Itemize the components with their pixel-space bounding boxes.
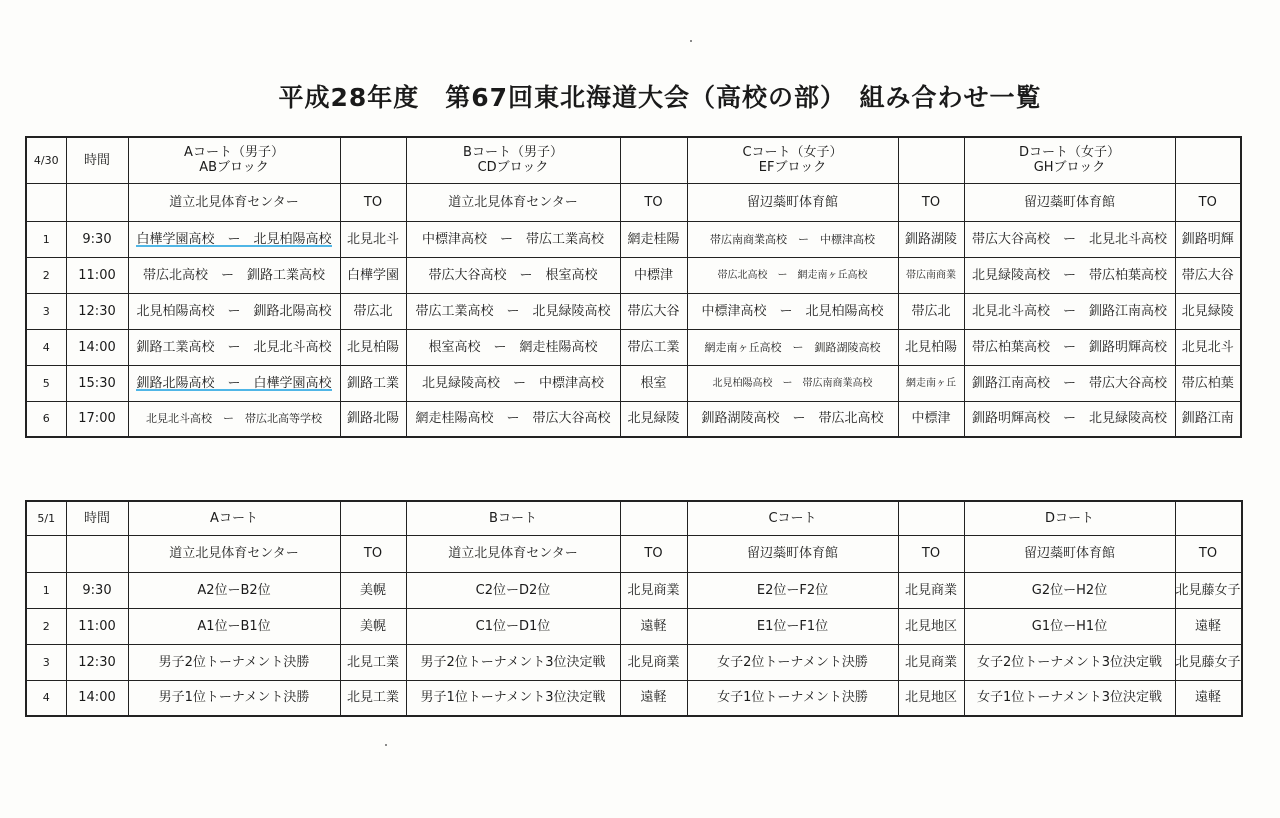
vs-dash: ー	[792, 411, 806, 427]
team-name: 北見柏陽高校	[136, 303, 215, 319]
to-cell: 遠軽	[620, 608, 687, 644]
time-cell: 14:00	[66, 680, 128, 716]
team-name: 帯広北高校	[142, 267, 208, 283]
matchup-cell	[128, 257, 340, 293]
matchup-cell	[687, 365, 898, 401]
to-cell: 北見商業	[898, 644, 964, 680]
to-cell: 帯広大谷	[1175, 257, 1241, 293]
team-name: 根室高校	[545, 267, 598, 283]
matchup	[415, 411, 610, 426]
to-cell: 北見商業	[620, 572, 687, 608]
team-name: 釧路湖陵高校	[814, 340, 881, 354]
time-cell: 11:00	[66, 608, 128, 644]
to-header: TO	[620, 183, 687, 221]
to-cell: 美幌	[340, 572, 406, 608]
to-header: TO	[1175, 183, 1241, 221]
schedule-table-day2	[25, 500, 1243, 717]
team-name: 中標津高校	[539, 375, 605, 391]
to-cell: 北見工業	[340, 644, 406, 680]
matchup	[136, 340, 331, 355]
time-header: 時間	[66, 137, 128, 183]
matchup-cell	[964, 401, 1175, 437]
to-cell: 根室	[620, 365, 687, 401]
vs-dash: ー	[1062, 411, 1076, 427]
matchup	[701, 304, 883, 319]
venue-cell: 道立北見体育センター	[128, 183, 340, 221]
to-cell: 帯広柏葉	[1175, 365, 1241, 401]
date-cell: 4/30	[26, 137, 66, 183]
scan-speck	[690, 40, 692, 42]
to-header-blank	[620, 137, 687, 183]
team-name: 中標津高校	[820, 232, 875, 246]
matchup	[136, 376, 331, 391]
matchup	[713, 378, 873, 389]
vs-dash: ー	[227, 231, 241, 247]
to-cell: 北見柏陽	[340, 329, 406, 365]
game-cell: 男子1位トーナメント決勝	[128, 680, 340, 716]
vs-dash: ー	[1062, 375, 1076, 391]
row-number: 4	[26, 329, 66, 365]
to-cell: 網走桂陽	[620, 221, 687, 257]
matchup-cell	[964, 221, 1175, 257]
to-cell: 北見北斗	[340, 221, 406, 257]
team-name: 帯広大谷高校	[971, 231, 1050, 247]
team-name: 帯広南商業高校	[802, 377, 873, 389]
game-cell: A2位ーB2位	[128, 572, 340, 608]
schedule-table-day1	[25, 136, 1242, 438]
team-name: 釧路工業高校	[247, 267, 326, 283]
to-cell: 中標津	[898, 401, 964, 437]
matchup-cell	[964, 329, 1175, 365]
to-header-blank	[340, 501, 406, 535]
team-name: 帯広南商業高校	[710, 232, 787, 246]
to-header: TO	[340, 535, 406, 572]
matchup-cell	[406, 257, 620, 293]
matchup-cell	[687, 293, 898, 329]
game-cell: 女子2位トーナメント3位決定戦	[964, 644, 1175, 680]
vs-dash: ー	[227, 339, 241, 355]
matchup	[415, 304, 610, 319]
vs-dash: ー	[782, 377, 793, 389]
team-name: 北見柏陽高校	[805, 303, 884, 319]
to-cell: 帯広北	[898, 293, 964, 329]
team-name: 帯広大谷高校	[428, 267, 507, 283]
to-cell: 遠軽	[620, 680, 687, 716]
vs-dash: ー	[506, 303, 520, 319]
matchup-cell	[687, 329, 898, 365]
matchup	[972, 411, 1167, 426]
to-header: TO	[898, 183, 964, 221]
team-name: 根室高校	[428, 339, 481, 355]
block-name: GHブロック	[1033, 160, 1106, 176]
to-header: TO	[1175, 535, 1242, 572]
team-name: 釧路北陽高校	[253, 303, 332, 319]
court-header	[406, 137, 620, 183]
row-number: 1	[26, 572, 66, 608]
team-name: 北見柏陽高校	[712, 377, 773, 389]
team-name: 帯広工業高校	[526, 231, 605, 247]
table-row	[26, 257, 1241, 293]
matchup	[718, 270, 868, 281]
to-cell: 北見北斗	[1175, 329, 1241, 365]
blank-cell	[66, 183, 128, 221]
to-cell: 美幌	[340, 608, 406, 644]
blank-cell	[26, 183, 66, 221]
team-name: 釧路北陽高校	[136, 375, 215, 391]
vs-dash: ー	[1062, 267, 1076, 283]
matchup	[710, 233, 875, 246]
row-number: 2	[26, 608, 66, 644]
game-cell: 男子1位トーナメント3位決定戦	[406, 680, 620, 716]
to-header: TO	[620, 535, 687, 572]
team-name: 釧路江南高校	[971, 375, 1050, 391]
court-header	[128, 137, 340, 183]
game-cell: E1位ーF1位	[687, 608, 898, 644]
table-row	[26, 401, 1241, 437]
vs-dash: ー	[220, 267, 234, 283]
matchup	[422, 376, 604, 391]
vs-dash: ー	[512, 375, 526, 391]
matchup	[705, 341, 881, 354]
game-cell: C2位ーD2位	[406, 572, 620, 608]
row-number: 3	[26, 293, 66, 329]
vs-dash: ー	[519, 267, 533, 283]
team-name: 帯広大谷高校	[1089, 375, 1168, 391]
time-cell: 9:30	[66, 221, 128, 257]
time-cell: 12:30	[66, 293, 128, 329]
team-name: 北見北斗高校	[1089, 231, 1168, 247]
matchup-cell	[406, 365, 620, 401]
matchup-cell	[964, 257, 1175, 293]
to-cell: 釧路明輝	[1175, 221, 1241, 257]
team-name: 中標津高校	[421, 231, 487, 247]
matchup-cell	[406, 293, 620, 329]
vs-dash: ー	[499, 231, 513, 247]
matchup	[972, 232, 1167, 247]
to-cell: 帯広南商業	[898, 257, 964, 293]
team-name: 北見緑陵高校	[1089, 411, 1168, 427]
matchup-cell	[128, 329, 340, 365]
game-cell: A1位ーB1位	[128, 608, 340, 644]
to-header: TO	[340, 183, 406, 221]
court-header: Cコート	[687, 501, 898, 535]
court-name: Aコート（男子）	[184, 145, 284, 161]
to-cell: 帯広工業	[620, 329, 687, 365]
team-name: 帯広柏葉高校	[1089, 267, 1168, 283]
vs-dash: ー	[223, 412, 234, 426]
matchup-cell	[687, 257, 898, 293]
game-cell: G1位ーH1位	[964, 608, 1175, 644]
court-header: Dコート	[964, 501, 1175, 535]
game-cell: E2位ーF2位	[687, 572, 898, 608]
vs-dash: ー	[1062, 231, 1076, 247]
to-cell: 釧路北陽	[340, 401, 406, 437]
to-cell: 釧路湖陵	[898, 221, 964, 257]
matchup-cell	[128, 293, 340, 329]
to-cell: 北見商業	[620, 644, 687, 680]
table-row	[26, 221, 1241, 257]
page-title: 平成28年度 第67回東北海道大会（高校の部） 組み合わせ一覧	[278, 83, 1042, 112]
to-cell: 北見藤女子	[1175, 644, 1242, 680]
court-header: Bコート	[406, 501, 620, 535]
team-name: 北見北斗高校	[253, 339, 332, 355]
matchup-cell	[687, 221, 898, 257]
vs-dash: ー	[1062, 303, 1076, 319]
time-cell: 12:30	[66, 644, 128, 680]
team-name: 北見北斗高校	[971, 303, 1050, 319]
team-name: 中標津高校	[701, 303, 767, 319]
time-cell: 14:00	[66, 329, 128, 365]
matchup	[972, 268, 1167, 283]
vs-dash: ー	[798, 232, 809, 246]
matchup-cell	[406, 329, 620, 365]
matchup-cell	[964, 365, 1175, 401]
team-name: 網走桂陽高校	[519, 339, 598, 355]
vs-dash: ー	[779, 303, 793, 319]
matchup	[422, 232, 604, 247]
game-cell: G2位ーH2位	[964, 572, 1175, 608]
table-row	[26, 293, 1241, 329]
team-name: 釧路明輝高校	[971, 411, 1050, 427]
time-cell: 15:30	[66, 365, 128, 401]
team-name: 北見緑陵高校	[971, 267, 1050, 283]
team-name: 網走桂陽高校	[415, 411, 494, 427]
to-header-blank	[898, 501, 964, 535]
matchup	[972, 340, 1167, 355]
matchup	[428, 268, 597, 283]
to-cell: 北見緑陵	[620, 401, 687, 437]
time-header: 時間	[66, 501, 128, 535]
court-header: Aコート	[128, 501, 340, 535]
blank-cell	[66, 535, 128, 572]
court-name: Dコート（女子）	[1018, 145, 1120, 161]
table-row	[26, 365, 1241, 401]
matchup-cell	[128, 401, 340, 437]
to-cell: 北見工業	[340, 680, 406, 716]
matchup	[972, 376, 1167, 391]
blank-cell	[26, 535, 66, 572]
team-name: 北見緑陵高校	[421, 375, 500, 391]
team-name: 白樺学園高校	[136, 231, 215, 247]
matchup	[143, 268, 325, 283]
game-cell: C1位ーD1位	[406, 608, 620, 644]
venue-cell: 道立北見体育センター	[128, 535, 340, 572]
vs-dash: ー	[777, 269, 788, 281]
game-cell: 女子1位トーナメント決勝	[687, 680, 898, 716]
matchup-cell	[406, 401, 620, 437]
court-header	[964, 137, 1175, 183]
team-name: 帯広柏葉高校	[971, 339, 1050, 355]
to-cell: 北見柏陽	[898, 329, 964, 365]
table-row	[26, 572, 1242, 608]
scan-speck	[385, 744, 387, 746]
table-row	[26, 608, 1242, 644]
team-name: 釧路江南高校	[1089, 303, 1168, 319]
team-name: 帯広北高等学校	[245, 412, 322, 426]
to-cell: 北見地区	[898, 608, 964, 644]
venue-cell: 留辺蘂町体育館	[687, 183, 898, 221]
row-number: 5	[26, 365, 66, 401]
matchup-cell	[128, 365, 340, 401]
court-header	[687, 137, 898, 183]
team-name: 釧路湖陵高校	[701, 411, 780, 427]
venue-cell: 道立北見体育センター	[406, 535, 620, 572]
matchup-cell	[687, 401, 898, 437]
to-cell: 北見地区	[898, 680, 964, 716]
vs-dash: ー	[227, 375, 241, 391]
row-number: 3	[26, 644, 66, 680]
to-header-blank	[898, 137, 964, 183]
vs-dash: ー	[1062, 339, 1076, 355]
to-cell: 釧路江南	[1175, 401, 1241, 437]
team-name: 帯広大谷高校	[532, 411, 611, 427]
team-name: 釧路明輝高校	[1089, 339, 1168, 355]
matchup-cell	[406, 221, 620, 257]
row-number: 6	[26, 401, 66, 437]
time-cell: 11:00	[66, 257, 128, 293]
to-cell: 帯広大谷	[620, 293, 687, 329]
to-cell: 北見藤女子	[1175, 572, 1242, 608]
to-cell: 北見商業	[898, 572, 964, 608]
team-name: 白樺学園高校	[253, 375, 332, 391]
to-header-blank	[620, 501, 687, 535]
vs-dash: ー	[506, 411, 520, 427]
game-cell: 男子2位トーナメント3位決定戦	[406, 644, 620, 680]
venue-cell: 留辺蘂町体育館	[964, 183, 1175, 221]
block-name: ABブロック	[199, 160, 269, 176]
team-name: 網走南ヶ丘高校	[797, 269, 868, 281]
matchup	[136, 304, 331, 319]
matchup-cell	[128, 221, 340, 257]
matchup	[972, 304, 1167, 319]
matchup-cell	[964, 293, 1175, 329]
to-cell: 白樺学園	[340, 257, 406, 293]
game-cell: 女子2位トーナメント決勝	[687, 644, 898, 680]
date-cell: 5/1	[26, 501, 66, 535]
venue-cell: 留辺蘂町体育館	[687, 535, 898, 572]
matchup	[136, 232, 331, 247]
to-header-blank	[1175, 137, 1241, 183]
to-header-blank	[340, 137, 406, 183]
game-cell: 男子2位トーナメント決勝	[128, 644, 340, 680]
row-number: 2	[26, 257, 66, 293]
court-name: Cコート（女子）	[742, 145, 843, 161]
to-cell: 中標津	[620, 257, 687, 293]
to-cell: 遠軽	[1175, 608, 1242, 644]
to-cell: 遠軽	[1175, 680, 1242, 716]
row-number: 4	[26, 680, 66, 716]
to-header-blank	[1175, 501, 1242, 535]
matchup	[428, 340, 597, 355]
team-name: 帯広北高校	[818, 411, 884, 427]
team-name: 帯広北高校	[717, 269, 768, 281]
vs-dash: ー	[792, 340, 804, 354]
venue-cell: 道立北見体育センター	[406, 183, 620, 221]
team-name: 北見柏陽高校	[253, 231, 332, 247]
team-name: 北見北斗高校	[146, 412, 212, 426]
matchup	[146, 412, 322, 425]
vs-dash: ー	[493, 339, 507, 355]
time-cell: 17:00	[66, 401, 128, 437]
to-cell: 帯広北	[340, 293, 406, 329]
time-cell: 9:30	[66, 572, 128, 608]
to-cell: 釧路工業	[340, 365, 406, 401]
game-cell: 女子1位トーナメント3位決定戦	[964, 680, 1175, 716]
block-name: CDブロック	[477, 160, 549, 176]
team-name: 釧路工業高校	[136, 339, 215, 355]
table-row	[26, 680, 1242, 716]
to-header: TO	[898, 535, 964, 572]
to-cell: 網走南ヶ丘	[898, 365, 964, 401]
team-name: 網走南ヶ丘高校	[704, 340, 782, 354]
table-row	[26, 329, 1241, 365]
team-name: 帯広工業高校	[415, 303, 494, 319]
team-name: 北見緑陵高校	[532, 303, 611, 319]
block-name: EFブロック	[758, 160, 827, 176]
matchup	[701, 411, 883, 426]
vs-dash: ー	[227, 303, 241, 319]
row-number: 1	[26, 221, 66, 257]
court-name: Bコート（男子）	[463, 145, 563, 161]
to-cell: 北見緑陵	[1175, 293, 1241, 329]
venue-cell: 留辺蘂町体育館	[964, 535, 1175, 572]
table-row	[26, 644, 1242, 680]
